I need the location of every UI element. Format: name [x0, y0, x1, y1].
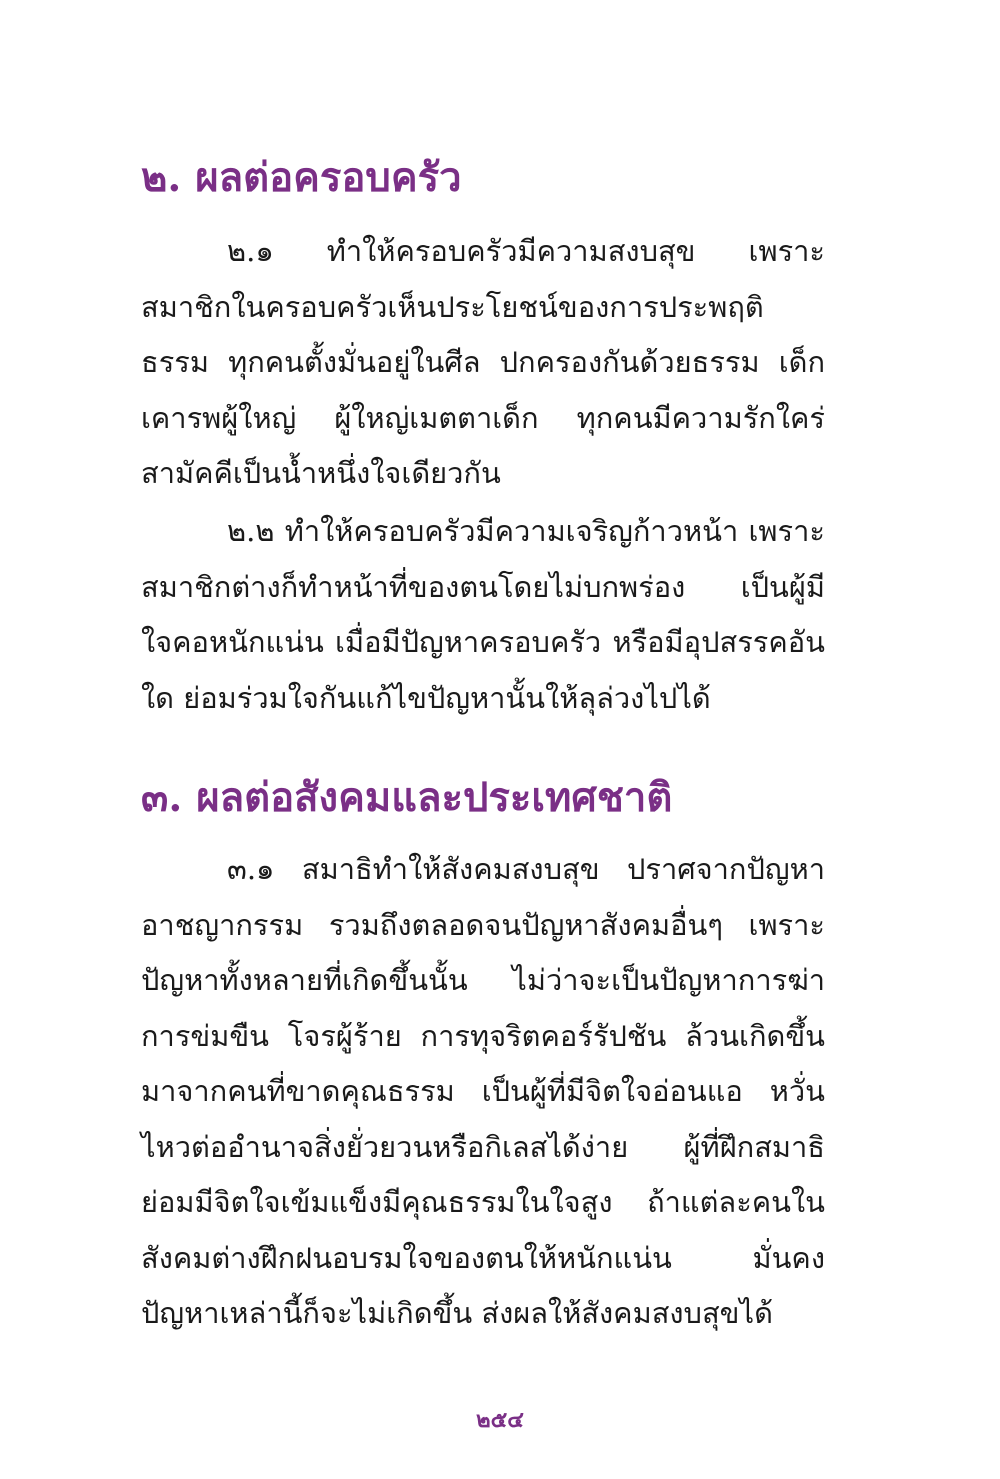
paragraph-3-1: ๓.๑ สมาธิทำให้สังคมสงบสุข ปราศจากปัญหาอาชญากรรม รวมถึงตลอดจนปัญหาสังคมอื่นๆ เพราะปัญหาทั้งหลายที่เกิดขึ้นนั้น ไม่ว่าจะเป็นปัญหาการฆ่า การข่มขืน โจรผู้ร้าย การทุจริตคอร์รัปชัน ล้วนเกิดขึ้นมาจากคนที่ขาดคุณธรรม เป็นผู้ที่มีจิตใจอ่อนแอ หวั่นไหวต่ออำนาจสิ่งยั่วยวนหรือกิเลสได้ง่าย ผู้ที่ฝึกสมาธิย่อมมีจิตใจเข้มแข็งมีคุณธรรมในใจสูง ถ้าแต่ละคนในสังคมต่างฝึกฝนอบรมใจของตนให้หนักแน่น มั่นคง ปัญหาเหล่านี้ก็จะไม่เกิดขึ้น ส่งผลให้สังคมสงบสุขได้	[141, 852, 825, 1330]
page-content	[141, 0, 825, 1479]
paragraph-2-1: ๒.๑ ทำให้ครอบครัวมีความสงบสุข เพราะสมาชิกในครอบครัวเห็นประโยชน์ของการประพฤติธรรม ทุกคนตั้งมั่นอยู่ในศีล ปกครองกันด้วยธรรม เด็กเคารพผู้ใหญ่ ผู้ใหญ่เมตตาเด็ก ทุกคนมีความรักใคร่สามัคคีเป็นน้ำหนึ่งใจเดียวกัน	[141, 234, 825, 490]
section-3-heading: ๓. ผลต่อสังคมและประเทศชาติ	[141, 774, 673, 821]
page-number: ๒๕๔	[476, 1407, 524, 1433]
paragraph-2-2: ๒.๒ ทำให้ครอบครัวมีความเจริญก้าวหน้า เพราะสมาชิกต่างก็ทำหน้าที่ของตนโดยไม่บกพร่อง เป็นผู้มีใจคอหนักแน่น เมื่อมีปัญหาครอบครัว หรือมีอุปสรรคอันใด ย่อมร่วมใจกันแก้ไขปัญหานั้นให้ลุล่วงไปได้	[141, 514, 825, 715]
section-2-heading: ๒. ผลต่อครอบครัว	[141, 154, 462, 201]
